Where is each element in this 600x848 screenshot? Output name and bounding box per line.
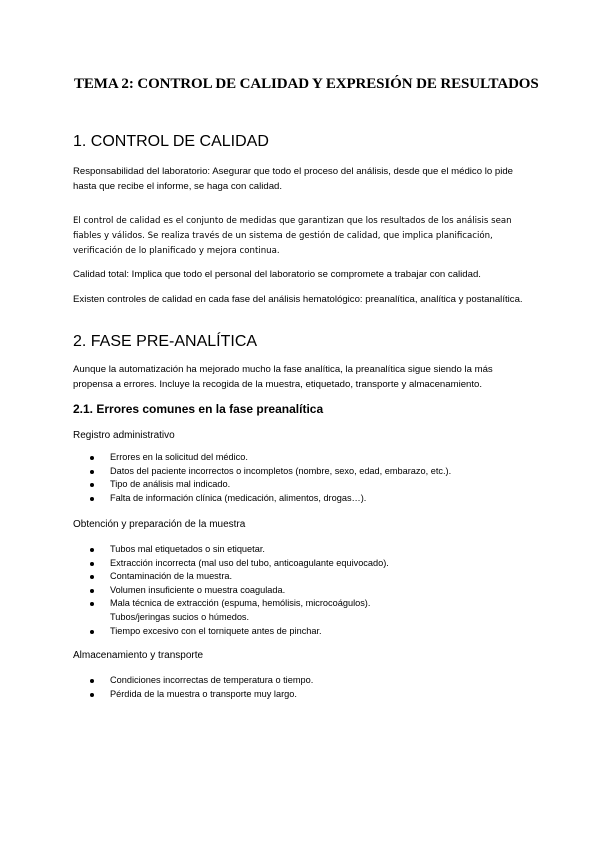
section-2-heading: 2. FASE PRE-ANALÍTICA bbox=[73, 333, 258, 350]
bullet-list-almacenamiento bbox=[90, 674, 313, 701]
list-item: Condiciones incorrectas de temperatura o tiempo. bbox=[90, 674, 313, 688]
bullet-icon bbox=[90, 630, 94, 634]
list-item: Volumen insuficiente o muestra coagulada. bbox=[90, 584, 389, 598]
section-1-paragraph-2: El control de calidad es el conjunto de medidas que garantizan que los resultados de los análisis sean fiables y válidos. Se realiza través de un sistema de gestión de calidad, que implica planificación, verificación de lo planificado y mejora continua. bbox=[73, 216, 512, 256]
bullet-icon bbox=[90, 470, 94, 474]
list-item: Tiempo excesivo con el torniquete antes de pinchar. bbox=[90, 625, 389, 639]
section-1-heading: 1. CONTROL DE CALIDAD bbox=[73, 133, 269, 150]
section-1-paragraph-4: Existen controles de calidad en cada fase del análisis hematológico: preanalítica, analítica y postanalítica. bbox=[73, 294, 523, 305]
bullet-icon bbox=[90, 575, 94, 579]
document-title: TEMA 2: CONTROL DE CALIDAD Y EXPRESIÓN DE RESULTADOS bbox=[74, 76, 539, 92]
list-item: Mala técnica de extracción (espuma, hemólisis, microcoágulos). Tubos/jeringas sucios o húmedos. bbox=[90, 597, 389, 624]
bullet-icon bbox=[90, 562, 94, 566]
subsection-2-1-heading: 2.1. Errores comunes en la fase preanalítica bbox=[73, 402, 324, 416]
bullet-icon bbox=[90, 602, 94, 606]
bullet-list-registro bbox=[90, 451, 451, 505]
bullet-icon bbox=[90, 693, 94, 697]
list-item: Contaminación de la muestra. bbox=[90, 570, 389, 584]
section-1-paragraph-1: Responsabilidad del laboratorio: Asegurar que todo el proceso del análisis, desde que el médico lo pide hasta que recibe el informe, se haga con calidad. bbox=[73, 166, 514, 192]
bullet-icon bbox=[90, 589, 94, 593]
list-item: Extracción incorrecta (mal uso del tubo, anticoagulante equivocado). bbox=[90, 557, 389, 571]
list-item: Tubos mal etiquetados o sin etiquetar. bbox=[90, 543, 389, 557]
group-label-almacenamiento: Almacenamiento y transporte bbox=[73, 650, 204, 661]
list-item: Datos del paciente incorrectos o incompletos (nombre, sexo, edad, embarazo, etc.). bbox=[90, 465, 451, 479]
bullet-icon bbox=[90, 456, 94, 460]
bullet-list-obtencion bbox=[90, 543, 389, 638]
list-item: Tipo de análisis mal indicado. bbox=[90, 478, 451, 492]
group-label-registro: Registro administrativo bbox=[73, 430, 175, 441]
list-item: Falta de información clínica (medicación, alimentos, drogas…). bbox=[90, 492, 451, 506]
bullet-icon bbox=[90, 679, 94, 683]
section-1-paragraph-3: Calidad total: Implica que todo el personal del laboratorio se compromete a trabajar con calidad. bbox=[73, 269, 481, 280]
section-2-paragraph-1: Aunque la automatización ha mejorado mucho la fase analítica, la preanalítica sigue siendo la más propensa a errores. Incluye la recogida de la muestra, etiquetado, transporte y almacenamiento. bbox=[73, 364, 493, 390]
list-item: Pérdida de la muestra o transporte muy largo. bbox=[90, 688, 313, 702]
bullet-icon bbox=[90, 497, 94, 501]
bullet-icon bbox=[90, 483, 94, 487]
list-item-continuation: Tubos/jeringas sucios o húmedos. bbox=[110, 611, 250, 622]
list-item: Errores en la solicitud del médico. bbox=[90, 451, 451, 465]
bullet-icon bbox=[90, 548, 94, 552]
group-label-obtencion: Obtención y preparación de la muestra bbox=[73, 519, 246, 530]
